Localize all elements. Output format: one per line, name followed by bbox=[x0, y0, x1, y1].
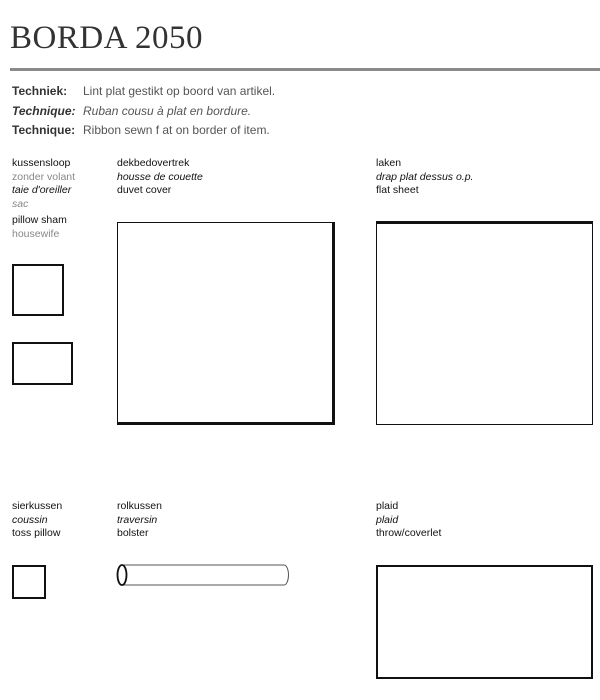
kussensloop-fr-sub: sac bbox=[12, 197, 29, 210]
page-title: BORDA 2050 bbox=[10, 20, 203, 56]
kussensloop-fr: taie d'oreiller bbox=[12, 184, 72, 196]
technique-en bbox=[12, 123, 270, 141]
throw-coverlet-shape bbox=[376, 565, 593, 679]
dekbedovertrek-nl: dekbedovertrek bbox=[117, 157, 190, 169]
dekbedovertrek-fr: housse de couette bbox=[117, 170, 203, 183]
rolkussen-nl: rolkussen bbox=[117, 500, 162, 512]
bolster-shape bbox=[114, 562, 292, 588]
sierkussen-en: toss pillow bbox=[12, 527, 61, 539]
technique-label-nl: Techniek: bbox=[12, 84, 68, 98]
flat-sheet-shape bbox=[376, 221, 593, 425]
toss-pillow-shape bbox=[12, 565, 46, 599]
laken-en: flat sheet bbox=[376, 184, 419, 196]
technique-fr bbox=[12, 104, 251, 122]
item-kussensloop-labels bbox=[12, 157, 75, 241]
pillow-sham-square-shape bbox=[12, 264, 64, 316]
kussensloop-en-sub: housewife bbox=[12, 227, 60, 240]
plaid-en: throw/coverlet bbox=[376, 527, 442, 539]
kussensloop-en: pillow sham bbox=[12, 214, 67, 226]
technique-text-nl: Lint plat gestikt op boord van artikel. bbox=[83, 84, 276, 98]
pillow-sham-housewife-shape bbox=[12, 342, 73, 385]
laken-nl: laken bbox=[376, 157, 402, 169]
item-sierkussen-labels bbox=[12, 500, 62, 541]
technique-label-fr: Technique: bbox=[12, 104, 76, 118]
plaid-fr: plaid bbox=[376, 513, 399, 526]
rolkussen-en: bolster bbox=[117, 527, 149, 539]
plaid-nl: plaid bbox=[376, 500, 399, 512]
rolkussen-fr: traversin bbox=[117, 513, 158, 526]
technique-text-en: Ribbon sewn f at on border of item. bbox=[83, 123, 270, 137]
item-laken-labels bbox=[376, 157, 473, 198]
header-divider bbox=[10, 68, 600, 71]
sierkussen-nl: sierkussen bbox=[12, 500, 63, 512]
kussensloop-nl-sub: zonder volant bbox=[12, 170, 76, 183]
item-plaid-labels bbox=[376, 500, 441, 541]
laken-fr: drap plat dessus o.p. bbox=[376, 170, 474, 183]
duvet-cover-shape bbox=[117, 222, 335, 425]
technique-label-en: Technique: bbox=[12, 123, 76, 137]
technique-text-fr: Ruban cousu à plat en bordure. bbox=[83, 104, 252, 118]
technique-nl bbox=[12, 84, 275, 102]
item-dekbedovertrek-labels bbox=[117, 157, 203, 198]
sierkussen-fr: coussin bbox=[12, 513, 48, 526]
dekbedovertrek-en: duvet cover bbox=[117, 184, 172, 196]
item-rolkussen-labels bbox=[117, 500, 162, 541]
kussensloop-nl: kussensloop bbox=[12, 157, 71, 169]
